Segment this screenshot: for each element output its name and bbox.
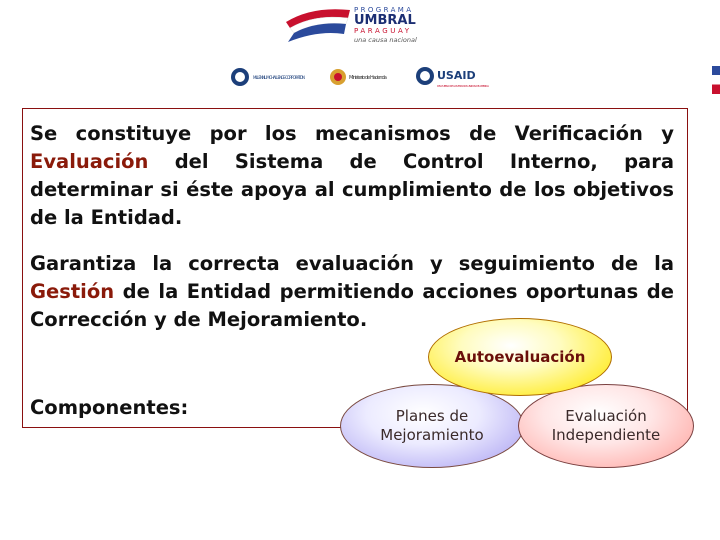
partner-logos bbox=[225, 62, 495, 92]
p2-text-a: Garantiza la correcta evaluación y seguimiento de la bbox=[30, 252, 674, 275]
paragraph-management bbox=[30, 250, 674, 334]
programa-umbral-logo bbox=[282, 2, 442, 46]
logo-line1: PROGRAMA bbox=[354, 6, 414, 14]
p1-highlight: Evaluación bbox=[30, 150, 149, 173]
logo-line2: UMBRAL bbox=[354, 13, 416, 28]
flag-strip bbox=[712, 66, 720, 94]
component-auto-label: Autoevaluación bbox=[454, 348, 586, 366]
p2-highlight: Gestión bbox=[30, 280, 115, 303]
logo-line3: PARAGUAY bbox=[354, 27, 412, 35]
p2-text-b: de la Entidad permitiendo acciones oportunas de Corrección y de Mejoramiento. bbox=[30, 280, 674, 331]
component-evaluacion bbox=[518, 384, 694, 468]
component-planes-label: Planes de Mejoramiento bbox=[380, 407, 484, 444]
component-planes bbox=[340, 384, 524, 468]
components-label: Componentes: bbox=[30, 396, 189, 419]
paragraph-verification bbox=[30, 120, 674, 232]
component-evaluacion-label: Evaluación Independiente bbox=[551, 407, 661, 444]
usaid-logo-text: USAID bbox=[437, 69, 476, 82]
hacienda-logo-text: Ministerio de Hacienda bbox=[349, 75, 387, 81]
logo-tagline: una causa nacional bbox=[354, 36, 417, 44]
p1-text-b: del Sistema de Control Interno, para determinar si éste apoya al cumplimiento de los objetivos de la Entidad. bbox=[30, 150, 674, 229]
mcc-logo-text: MILLENNIUM CHALLENGE CORPORATION bbox=[253, 75, 305, 80]
p1-text-a: Se constituye por los mecanismos de Verificación y bbox=[30, 122, 674, 145]
component-autoevaluacion bbox=[428, 318, 612, 396]
usaid-logo-sub: DEL PUEBLO DE LOS ESTADOS UNIDOS DE AMERICA bbox=[437, 85, 489, 88]
